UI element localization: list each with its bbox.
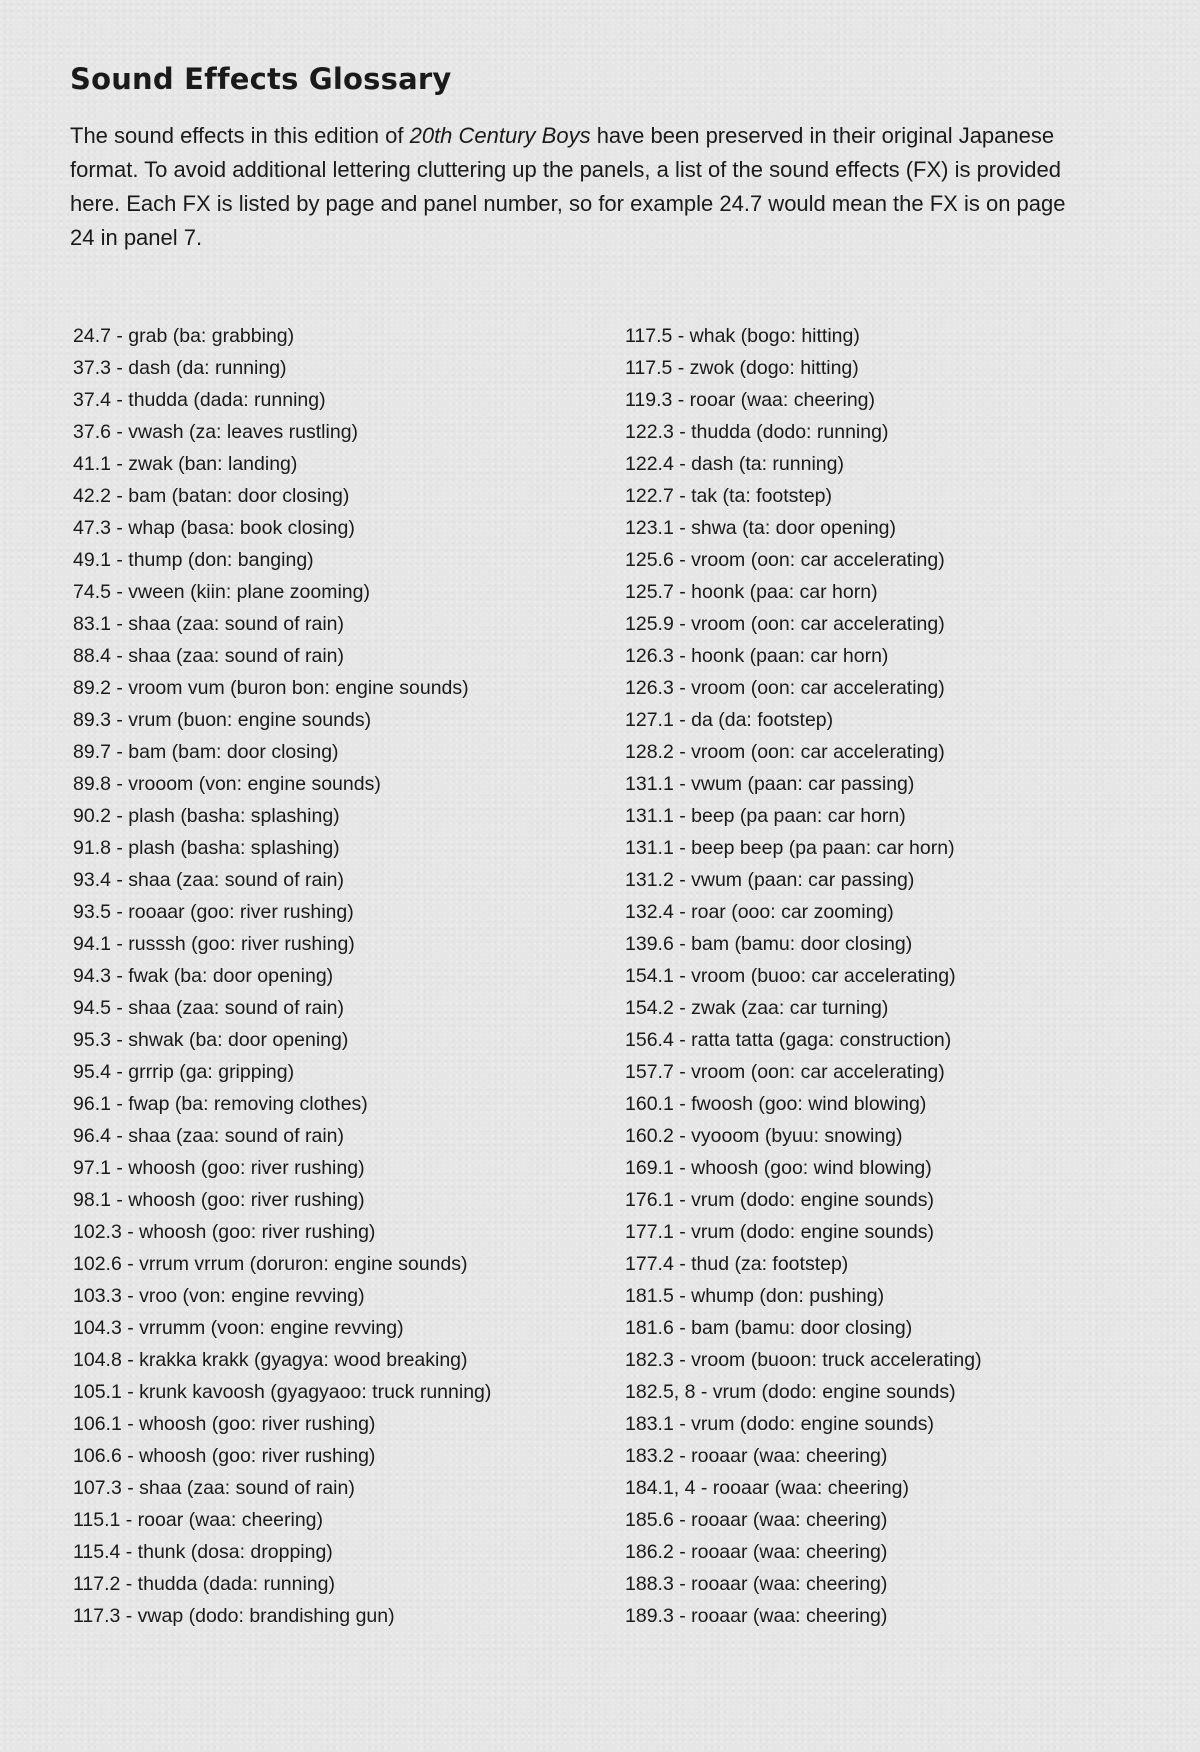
- glossary-entry: 154.1 - vroom (buoo: car accelerating): [625, 965, 956, 987]
- glossary-entry: 105.1 - krunk kavoosh (gyagyaoo: truck running): [73, 1381, 492, 1403]
- glossary-entry: 181.5 - whump (don: pushing): [625, 1285, 885, 1307]
- glossary-entry: 131.1 - vwum (paan: car passing): [625, 773, 915, 795]
- glossary-entry: 177.1 - vrum (dodo: engine sounds): [625, 1221, 934, 1243]
- glossary-entry: 125.9 - vroom (oon: car accelerating): [625, 613, 945, 635]
- glossary-entry: 181.6 - bam (bamu: door closing): [625, 1317, 913, 1339]
- glossary-entry: 37.3 - dash (da: running): [73, 357, 287, 379]
- page-title: Sound Effects Glossary: [70, 62, 452, 96]
- glossary-entry: 103.3 - vroo (von: engine revving): [73, 1285, 365, 1307]
- glossary-entry: 104.8 - krakka krakk (gyagya: wood breaking): [73, 1349, 468, 1371]
- glossary-entry: 154.2 - zwak (zaa: car turning): [625, 997, 889, 1019]
- glossary-entry: 176.1 - vrum (dodo: engine sounds): [625, 1189, 934, 1211]
- glossary-entry: 94.1 - russsh (goo: river rushing): [73, 933, 355, 955]
- glossary-entry: 94.3 - fwak (ba: door opening): [73, 965, 334, 987]
- glossary-entry: 97.1 - whoosh (goo: river rushing): [73, 1157, 365, 1179]
- glossary-entry: 95.4 - grrrip (ga: gripping): [73, 1061, 295, 1083]
- glossary-entry: 123.1 - shwa (ta: door opening): [625, 517, 897, 539]
- glossary-entry: 93.5 - rooaar (goo: river rushing): [73, 901, 354, 923]
- glossary-entry: 122.7 - tak (ta: footstep): [625, 485, 833, 507]
- glossary-entry: 182.3 - vroom (buoon: truck accelerating): [625, 1349, 982, 1371]
- glossary-entry: 185.6 - rooaar (waa: cheering): [625, 1509, 888, 1531]
- glossary-entry: 126.3 - vroom (oon: car accelerating): [625, 677, 945, 699]
- intro-paragraph: [70, 119, 1070, 255]
- glossary-entry: 131.1 - beep beep (pa paan: car horn): [625, 837, 955, 859]
- glossary-entry: 117.5 - whak (bogo: hitting): [625, 325, 860, 347]
- glossary-entry: 127.1 - da (da: footstep): [625, 709, 834, 731]
- glossary-entry: 37.6 - vwash (za: leaves rustling): [73, 421, 359, 443]
- glossary-entry: 106.6 - whoosh (goo: river rushing): [73, 1445, 376, 1467]
- glossary-entry: 128.2 - vroom (oon: car accelerating): [625, 741, 945, 763]
- glossary-entry: 49.1 - thump (don: banging): [73, 549, 314, 571]
- glossary-entry: 126.3 - hoonk (paan: car horn): [625, 645, 889, 667]
- glossary-entry: 177.4 - thud (za: footstep): [625, 1253, 849, 1275]
- glossary-entry: 107.3 - shaa (zaa: sound of rain): [73, 1477, 355, 1499]
- glossary-entry: 182.5, 8 - vrum (dodo: engine sounds): [625, 1381, 956, 1403]
- glossary-entry: 117.5 - zwok (dogo: hitting): [625, 357, 859, 379]
- glossary-entry: 131.1 - beep (pa paan: car horn): [625, 805, 906, 827]
- glossary-entry: 156.4 - ratta tatta (gaga: construction): [625, 1029, 952, 1051]
- glossary-entry: 89.3 - vrum (buon: engine sounds): [73, 709, 372, 731]
- intro-text-start: The sound effects in this edition of: [70, 123, 410, 148]
- glossary-entry: 104.3 - vrrumm (voon: engine revving): [73, 1317, 404, 1339]
- glossary-entry: 157.7 - vroom (oon: car accelerating): [625, 1061, 945, 1083]
- glossary-entry: 47.3 - whap (basa: book closing): [73, 517, 355, 539]
- glossary-list-right: [625, 320, 1185, 1632]
- glossary-entry: 42.2 - bam (batan: door closing): [73, 485, 350, 507]
- glossary-entry: 96.4 - shaa (zaa: sound of rain): [73, 1125, 344, 1147]
- glossary-entry: 125.7 - hoonk (paa: car horn): [625, 581, 878, 603]
- glossary-entry: 94.5 - shaa (zaa: sound of rain): [73, 997, 344, 1019]
- glossary-entry: 74.5 - vween (kiin: plane zooming): [73, 581, 370, 603]
- glossary-entry: 122.3 - thudda (dodo: running): [625, 421, 889, 443]
- glossary-entry: 189.3 - rooaar (waa: cheering): [625, 1605, 888, 1627]
- glossary-entry: 169.1 - whoosh (goo: wind blowing): [625, 1157, 932, 1179]
- glossary-entry: 24.7 - grab (ba: grabbing): [73, 325, 295, 347]
- glossary-entry: 96.1 - fwap (ba: removing clothes): [73, 1093, 368, 1115]
- glossary-entry: 117.3 - vwap (dodo: brandishing gun): [73, 1605, 395, 1627]
- glossary-entry: 183.2 - rooaar (waa: cheering): [625, 1445, 888, 1467]
- glossary-entry: 184.1, 4 - rooaar (waa: cheering): [625, 1477, 909, 1499]
- glossary-entry: 119.3 - rooar (waa: cheering): [625, 389, 876, 411]
- glossary-entry: 102.6 - vrrum vrrum (doruron: engine sounds): [73, 1253, 468, 1275]
- glossary-entry: 95.3 - shwak (ba: door opening): [73, 1029, 349, 1051]
- glossary-entry: 160.2 - vyooom (byuu: snowing): [625, 1125, 903, 1147]
- glossary-entry: 102.3 - whoosh (goo: river rushing): [73, 1221, 376, 1243]
- glossary-entry: 139.6 - bam (bamu: door closing): [625, 933, 913, 955]
- glossary-list-left: [73, 320, 613, 1632]
- glossary-entry: 83.1 - shaa (zaa: sound of rain): [73, 613, 344, 635]
- glossary-entry: 188.3 - rooaar (waa: cheering): [625, 1573, 888, 1595]
- glossary-entry: 117.2 - thudda (dada: running): [73, 1573, 335, 1595]
- glossary-entry: 132.4 - roar (ooo: car zooming): [625, 901, 894, 923]
- glossary-entry: 91.8 - plash (basha: splashing): [73, 837, 340, 859]
- glossary-entry: 115.1 - rooar (waa: cheering): [73, 1509, 324, 1531]
- glossary-entry: 88.4 - shaa (zaa: sound of rain): [73, 645, 344, 667]
- glossary-entry: 89.8 - vrooom (von: engine sounds): [73, 773, 381, 795]
- glossary-entry: 89.7 - bam (bam: door closing): [73, 741, 339, 763]
- glossary-entry: 160.1 - fwoosh (goo: wind blowing): [625, 1093, 927, 1115]
- glossary-entry: 131.2 - vwum (paan: car passing): [625, 869, 915, 891]
- intro-text-end: have been preserved in their original Japanese format. To avoid additional lettering cluttering up the panels, a list of the sound effects (FX) is provided here. Each FX is listed by page and panel number, so for example 24.7 would mean the FX is on page 24 in panel 7.: [70, 123, 1066, 250]
- glossary-entry: 90.2 - plash (basha: splashing): [73, 805, 340, 827]
- glossary-entry: 122.4 - dash (ta: running): [625, 453, 844, 475]
- book-title: 20th Century Boys: [409, 123, 591, 148]
- glossary-entry: 41.1 - zwak (ban: landing): [73, 453, 298, 475]
- glossary-entry: 183.1 - vrum (dodo: engine sounds): [625, 1413, 934, 1435]
- glossary-entry: 115.4 - thunk (dosa: dropping): [73, 1541, 333, 1563]
- glossary-entry: 98.1 - whoosh (goo: river rushing): [73, 1189, 365, 1211]
- glossary-entry: 37.4 - thudda (dada: running): [73, 389, 326, 411]
- glossary-entry: 93.4 - shaa (zaa: sound of rain): [73, 869, 344, 891]
- glossary-entry: 89.2 - vroom vum (buron bon: engine sounds): [73, 677, 469, 699]
- glossary-entry: 186.2 - rooaar (waa: cheering): [625, 1541, 888, 1563]
- glossary-entry: 106.1 - whoosh (goo: river rushing): [73, 1413, 376, 1435]
- glossary-entry: 125.6 - vroom (oon: car accelerating): [625, 549, 945, 571]
